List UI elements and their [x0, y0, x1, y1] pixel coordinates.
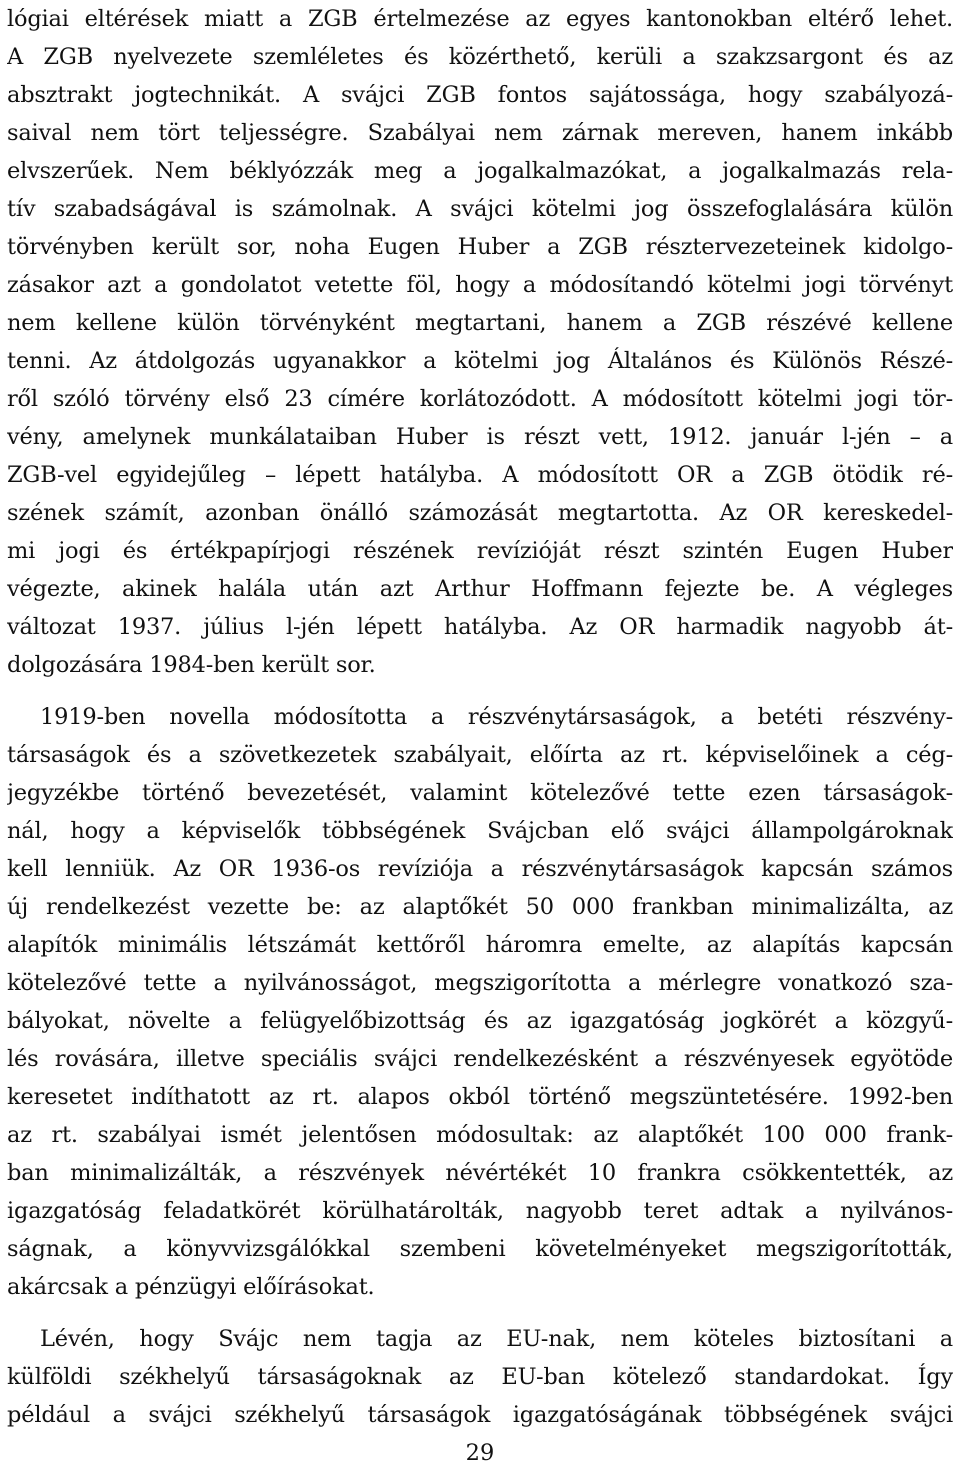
text-line: külföldi székhelyű társaságoknak az EU-ban kötelező standardokat. Így	[7, 1364, 953, 1390]
text-line: vény, amelynek munkálataiban Huber is részt vett, 1912. január l-jén – a	[7, 424, 953, 450]
text-line: törvényben került sor, noha Eugen Huber a ZGB résztervezeteinek kidolgo-	[7, 234, 953, 260]
text-line: bályokat, növelte a felügyelőbizottság és az igazgatóság jogkörét a közgyű-	[7, 1008, 953, 1034]
text-line: elvszerűek. Nem béklyózzák meg a jogalkalmazókat, a jogalkalmazás rela-	[7, 158, 953, 184]
text-line: absztrakt jogtechnikát. A svájci ZGB fontos sajátossága, hogy szabályozá-	[7, 82, 953, 108]
text-line: A ZGB nyelvezete szemléletes és közérthető, kerüli a szakzsargont és az	[7, 44, 953, 70]
text-line: zásakor azt a gondolatot vetette föl, hogy a módosítandó kötelmi jogi törvényt	[7, 272, 953, 298]
page-number: 29	[465, 1440, 495, 1466]
text-line: mi jogi és értékpapírjogi részének revízióját részt szintén Eugen Huber	[7, 538, 953, 564]
text-line: tenni. Az átdolgozás ugyanakkor a kötelmi jog Általános és Különös Részé-	[7, 348, 953, 374]
text-line: új rendelkezést vezette be: az alaptőkét 50 000 frankban minimalizálta, az	[7, 894, 953, 920]
text-line: kötelezővé tette a nyilvánosságot, megszigorította a mérlegre vonatkozó sza-	[7, 970, 953, 996]
text-line: ZGB-vel egyidejűleg – lépett hatályba. A módosított OR a ZGB ötödik ré-	[7, 462, 953, 488]
text-line: alapítók minimális létszámát kettőről háromra emelte, az alapítás kapcsán	[7, 932, 953, 958]
text-line: ban minimalizálták, a részvények névértékét 10 frankra csökkentették, az	[7, 1160, 953, 1186]
text-line: az rt. szabályai ismét jelentősen módosultak: az alaptőkét 100 000 frank-	[7, 1122, 953, 1148]
text-line: végezte, akinek halála után azt Arthur Hoffmann fejezte be. A végleges	[7, 576, 953, 602]
text-line: ről szóló törvény első 23 címére korlátozódott. A módosított kötelmi jogi tör-	[7, 386, 953, 412]
text-line: 1919-ben novella módosította a részvénytársaságok, a betéti részvény-	[40, 704, 953, 730]
text-line: szének számít, azonban önálló számozását megtartotta. Az OR kereskedel-	[7, 500, 953, 526]
text-line: lés rovására, illetve speciális svájci rendelkezésként a részvényesek egyötöde	[7, 1046, 953, 1072]
text-line: lógiai eltérések miatt a ZGB értelmezése az egyes kantonokban eltérő lehet.	[7, 6, 953, 32]
text-line: igazgatóság feladatkörét körülhatárolták, nagyobb teret adtak a nyilvános-	[7, 1198, 953, 1224]
text-line: tív szabadságával is számolnak. A svájci kötelmi jog összefoglalására külön	[7, 196, 953, 222]
text-line: ságnak, a könyvvizsgálókkal szembeni követelményeket megszigorították,	[7, 1236, 953, 1262]
text-line: például a svájci székhelyű társaságok igazgatóságának többségének svájci	[7, 1402, 953, 1428]
text-line: dolgozására 1984-ben került sor.	[7, 652, 376, 678]
text-line: saival nem tört teljességre. Szabályai nem zárnak mereven, hanem inkább	[7, 120, 953, 146]
text-line: nem kellene külön törvényként megtartani, hanem a ZGB részévé kellene	[7, 310, 953, 336]
text-line: változat 1937. július l-jén lépett hatályba. Az OR harmadik nagyobb át-	[7, 614, 953, 640]
text-line: Lévén, hogy Svájc nem tagja az EU-nak, nem köteles biztosítani a	[40, 1326, 953, 1352]
text-line: jegyzékbe történő bevezetését, valamint kötelezővé tette ezen társaságok-	[7, 780, 953, 806]
text-line: keresetet indíthatott az rt. alapos okból történő megszüntetésére. 1992-ben	[7, 1084, 953, 1110]
text-line: akárcsak a pénzügyi előírásokat.	[7, 1274, 375, 1300]
text-line: társaságok és a szövetkezetek szabályait, előírta az rt. képviselőinek a cég-	[7, 742, 953, 768]
text-line: nál, hogy a képviselők többségének Svájcban elő svájci állampolgároknak	[7, 818, 953, 844]
text-line: kell lenniük. Az OR 1936-os revíziója a részvénytársaságok kapcsán számos	[7, 856, 953, 882]
